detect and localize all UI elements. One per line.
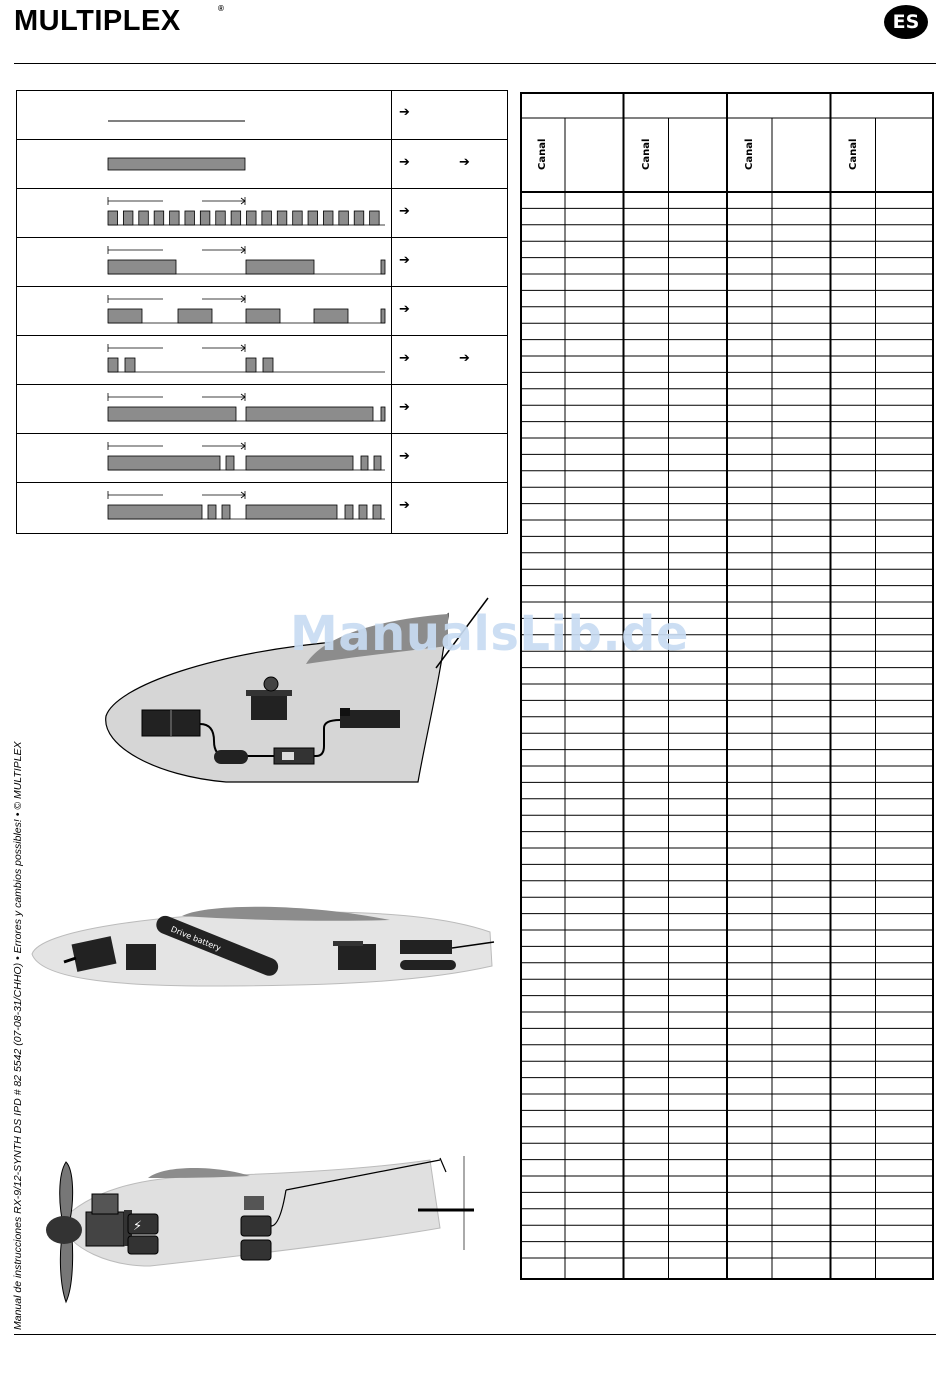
- signal-waveform: [17, 189, 391, 237]
- signal-pulse: [108, 407, 236, 421]
- inline-switch-plug: [214, 750, 248, 764]
- signal-pulse: [154, 211, 164, 225]
- signal-pulse: [354, 211, 364, 225]
- signal-pulse: [139, 211, 149, 225]
- signal-row: [17, 336, 507, 385]
- arrow-right-icon: ➔: [399, 400, 410, 415]
- registered-mark: ®: [218, 4, 224, 13]
- arrow-right-icon: ➔: [399, 155, 410, 170]
- signal-pulse: [247, 211, 257, 225]
- signal-pulse: [246, 309, 280, 323]
- signal-pulse: [125, 358, 135, 372]
- signal-pulse: [222, 505, 230, 519]
- arrow-right-icon: ➔: [399, 302, 410, 317]
- signal-waveform: [17, 434, 391, 482]
- signal-pulse: [345, 505, 353, 519]
- canal-header-label: Canal: [537, 138, 548, 170]
- nitro-canopy: [148, 1168, 250, 1178]
- nitro-plane-illustration: [40, 1150, 485, 1306]
- signal-waveform: [17, 483, 391, 531]
- signal-pattern-table: [16, 90, 508, 534]
- signal-pulse: [170, 211, 180, 225]
- signal-pulse: [185, 211, 195, 225]
- signal-pulse: [339, 211, 349, 225]
- signal-waveform: [17, 336, 391, 384]
- solid-signal-bar: [108, 158, 245, 170]
- arrow-right-icon: ➔: [399, 498, 410, 513]
- signal-pulse: [359, 505, 367, 519]
- signal-pulse: [178, 309, 212, 323]
- signal-pulse: [123, 211, 133, 225]
- servo-horn: [264, 677, 278, 691]
- signal-pulse: [216, 211, 226, 225]
- electric-servo: [338, 944, 376, 970]
- signal-pulse: [374, 456, 381, 470]
- signal-pulse: [381, 260, 385, 274]
- signal-pulse: [208, 505, 216, 519]
- drive-battery-label: Drive battery: [169, 924, 223, 953]
- signal-pulse: [246, 407, 373, 421]
- signal-pulse: [246, 358, 256, 372]
- arrow-right-icon: ➔: [459, 351, 470, 366]
- signal-pulse: [277, 211, 287, 225]
- signal-row: [17, 385, 507, 434]
- fuel-tank: [128, 1236, 158, 1254]
- arrow-right-icon: ➔: [399, 204, 410, 219]
- arrow-right-icon: ➔: [399, 351, 410, 366]
- lightning-icon: ⚡: [133, 1219, 143, 1234]
- canal-header-label: Canal: [847, 138, 859, 170]
- signal-pulse: [226, 456, 234, 470]
- spinner: [46, 1216, 82, 1244]
- signal-waveform: [17, 91, 391, 139]
- signal-waveform: [17, 238, 391, 286]
- signal-row: [17, 287, 507, 336]
- speed-controller: [126, 944, 156, 970]
- signal-row: [17, 483, 507, 532]
- header-rule: [14, 63, 936, 64]
- signal-pulse: [108, 358, 118, 372]
- signal-row: [17, 91, 507, 140]
- canal-header-label: Canal: [744, 138, 755, 170]
- nitro-servo: [244, 1196, 264, 1210]
- signal-row: [17, 189, 507, 238]
- signal-pulse: [231, 211, 241, 225]
- footer-vertical-note: Manual de instrucciones RX-9/12-SYNTH DS IPD # 82 5542 (07-08-31/CHHO) • Errores y cambios possibles! • © MULTIPLEX: [12, 741, 24, 1330]
- canal-header-label: Canal: [640, 138, 652, 170]
- signal-pulse: [108, 211, 118, 225]
- nitro-engine: [86, 1212, 124, 1246]
- signal-pulse: [108, 260, 176, 274]
- signal-row: [17, 238, 507, 287]
- nitro-receiver: [241, 1216, 271, 1236]
- signal-pulse: [381, 407, 385, 421]
- signal-pulse: [293, 211, 303, 225]
- electric-servo-mount: [333, 941, 363, 946]
- receiver-plug: [340, 708, 350, 716]
- electric-receiver-battery: [400, 960, 456, 970]
- channel-assignment-grid: [520, 92, 936, 1282]
- signal-waveform: [17, 140, 391, 188]
- signal-pulse: [381, 309, 385, 323]
- signal-waveform: [17, 385, 391, 433]
- signal-pulse: [370, 211, 380, 225]
- signal-row: [17, 140, 507, 189]
- signal-pulse: [246, 260, 314, 274]
- signal-pulse: [361, 456, 368, 470]
- signal-pulse: [373, 505, 381, 519]
- footer-rule: [14, 1334, 936, 1335]
- arrow-right-icon: ➔: [399, 253, 410, 268]
- signal-pulse: [323, 211, 333, 225]
- signal-pulse: [262, 211, 272, 225]
- signal-pulse: [246, 456, 353, 470]
- arrow-right-icon: ➔: [399, 105, 410, 120]
- signal-pulse: [108, 456, 220, 470]
- engine-cylinder: [92, 1194, 118, 1214]
- switch-toggle: [282, 752, 294, 760]
- language-badge: ES: [884, 5, 928, 39]
- antenna-tip: [440, 1158, 446, 1172]
- signal-pulse: [314, 309, 348, 323]
- watermark: ManualsLib.de: [290, 606, 689, 662]
- servo-body: [251, 692, 287, 720]
- brand-logo: MULTIPLEX: [14, 5, 181, 37]
- arrow-right-icon: ➔: [399, 449, 410, 464]
- electric-model-illustration: [30, 896, 500, 992]
- signal-pulse: [108, 505, 202, 519]
- nitro-receiver-battery: [241, 1240, 271, 1260]
- signal-pulse: [108, 309, 142, 323]
- signal-pulse: [263, 358, 273, 372]
- arrow-right-icon: ➔: [459, 155, 470, 170]
- signal-pulse: [308, 211, 318, 225]
- signal-row: [17, 434, 507, 483]
- signal-pulse: [246, 505, 337, 519]
- signal-waveform: [17, 287, 391, 335]
- signal-pulse: [200, 211, 210, 225]
- electric-receiver: [400, 940, 452, 954]
